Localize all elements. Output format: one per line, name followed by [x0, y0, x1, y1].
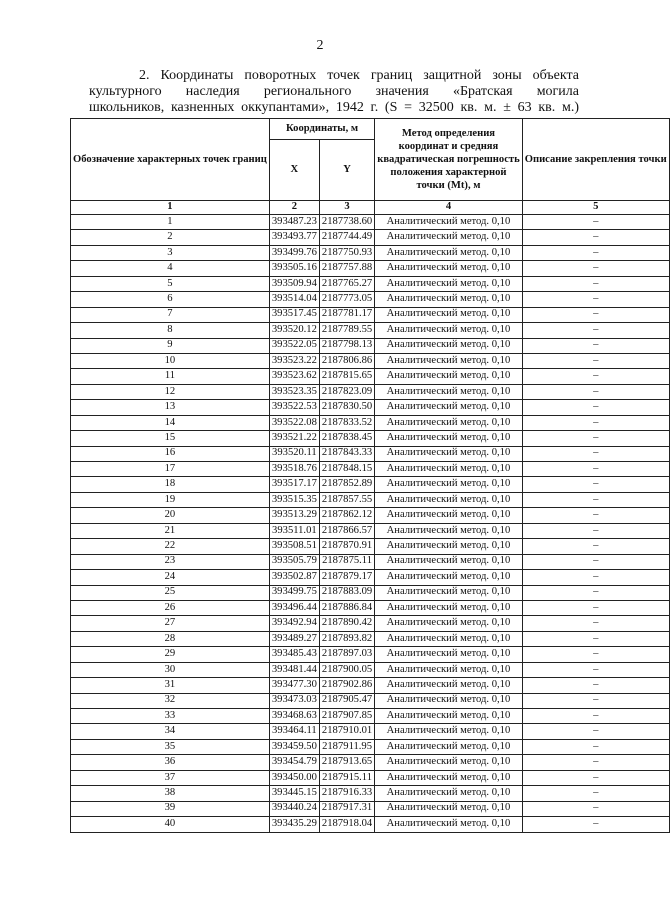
table-row	[71, 817, 670, 832]
cell-method: Аналитический метод. 0,10	[375, 431, 523, 446]
cell-y: 2187915.11	[319, 770, 374, 785]
cell-description: –	[522, 770, 669, 785]
cell-x: 393445.15	[269, 786, 319, 801]
cell-point-id: 28	[71, 631, 270, 646]
cell-y: 2187823.09	[319, 384, 374, 399]
cell-x: 393499.75	[269, 585, 319, 600]
cell-y: 2187852.89	[319, 477, 374, 492]
cell-y: 2187879.17	[319, 570, 374, 585]
table-row	[71, 662, 670, 677]
cell-x: 393473.03	[269, 693, 319, 708]
table-row	[71, 323, 670, 338]
cell-method: Аналитический метод. 0,10	[375, 709, 523, 724]
cell-description: –	[522, 585, 669, 600]
column-number: 1	[71, 201, 270, 215]
cell-method: Аналитический метод. 0,10	[375, 215, 523, 230]
cell-x: 393505.79	[269, 554, 319, 569]
table-row	[71, 554, 670, 569]
cell-point-id: 31	[71, 678, 270, 693]
cell-y: 2187833.52	[319, 415, 374, 430]
table-row	[71, 585, 670, 600]
header-method-line: Метод определения	[401, 128, 496, 139]
cell-point-id: 2	[71, 230, 270, 245]
cell-x: 393502.87	[269, 570, 319, 585]
cell-description: –	[522, 523, 669, 538]
table-row	[71, 709, 670, 724]
cell-point-id: 32	[71, 693, 270, 708]
cell-point-id: 33	[71, 709, 270, 724]
coordinates-table	[70, 118, 670, 833]
header-coords: Координаты, м	[269, 119, 374, 140]
cell-description: –	[522, 431, 669, 446]
cell-x: 393492.94	[269, 616, 319, 631]
cell-x: 393511.01	[269, 523, 319, 538]
cell-method: Аналитический метод. 0,10	[375, 462, 523, 477]
cell-method: Аналитический метод. 0,10	[375, 600, 523, 615]
cell-description: –	[522, 678, 669, 693]
table-row	[71, 384, 670, 399]
cell-method: Аналитический метод. 0,10	[375, 739, 523, 754]
cell-method: Аналитический метод. 0,10	[375, 400, 523, 415]
table-row	[71, 353, 670, 368]
cell-method: Аналитический метод. 0,10	[375, 245, 523, 260]
cell-point-id: 8	[71, 323, 270, 338]
cell-point-id: 9	[71, 338, 270, 353]
cell-method: Аналитический метод. 0,10	[375, 647, 523, 662]
page-number: 2	[316, 38, 324, 53]
cell-y: 2187866.57	[319, 523, 374, 538]
cell-method: Аналитический метод. 0,10	[375, 369, 523, 384]
cell-y: 2187830.50	[319, 400, 374, 415]
table-row	[71, 786, 670, 801]
cell-x: 393517.45	[269, 307, 319, 322]
header-y: Y	[319, 140, 374, 201]
cell-y: 2187875.11	[319, 554, 374, 569]
cell-x: 393517.17	[269, 477, 319, 492]
table-body	[71, 215, 670, 833]
table-row	[71, 801, 670, 816]
cell-point-id: 12	[71, 384, 270, 399]
cell-x: 393523.22	[269, 353, 319, 368]
cell-point-id: 26	[71, 600, 270, 615]
cell-x: 393522.05	[269, 338, 319, 353]
cell-x: 393508.51	[269, 539, 319, 554]
table-row	[71, 570, 670, 585]
cell-point-id: 17	[71, 462, 270, 477]
header-method-line: квадратическая погрешность	[377, 154, 520, 165]
cell-point-id: 40	[71, 817, 270, 832]
table-row	[71, 616, 670, 631]
cell-description: –	[522, 384, 669, 399]
cell-description: –	[522, 554, 669, 569]
cell-x: 393489.27	[269, 631, 319, 646]
cell-y: 2187905.47	[319, 693, 374, 708]
cell-method: Аналитический метод. 0,10	[375, 230, 523, 245]
cell-point-id: 35	[71, 739, 270, 754]
column-number: 2	[269, 201, 319, 215]
heading-line-1: 2. Координаты поворотных точек границ защитной зоны объекта	[139, 68, 579, 83]
cell-point-id: 19	[71, 492, 270, 507]
cell-y: 2187902.86	[319, 678, 374, 693]
table-row	[71, 307, 670, 322]
cell-method: Аналитический метод. 0,10	[375, 353, 523, 368]
cell-y: 2187773.05	[319, 292, 374, 307]
cell-x: 393515.35	[269, 492, 319, 507]
cell-point-id: 11	[71, 369, 270, 384]
table-row	[71, 631, 670, 646]
cell-x: 393520.12	[269, 323, 319, 338]
cell-method: Аналитический метод. 0,10	[375, 446, 523, 461]
cell-y: 2187750.93	[319, 245, 374, 260]
cell-y: 2187838.45	[319, 431, 374, 446]
cell-point-id: 22	[71, 539, 270, 554]
cell-y: 2187806.86	[319, 353, 374, 368]
cell-y: 2187910.01	[319, 724, 374, 739]
cell-point-id: 24	[71, 570, 270, 585]
cell-description: –	[522, 631, 669, 646]
cell-x: 393468.63	[269, 709, 319, 724]
cell-y: 2187886.84	[319, 600, 374, 615]
cell-method: Аналитический метод. 0,10	[375, 585, 523, 600]
cell-description: –	[522, 801, 669, 816]
cell-description: –	[522, 755, 669, 770]
cell-description: –	[522, 616, 669, 631]
cell-y: 2187907.85	[319, 709, 374, 724]
table-row	[71, 276, 670, 291]
cell-point-id: 13	[71, 400, 270, 415]
cell-description: –	[522, 415, 669, 430]
cell-y: 2187781.17	[319, 307, 374, 322]
cell-method: Аналитический метод. 0,10	[375, 693, 523, 708]
cell-method: Аналитический метод. 0,10	[375, 724, 523, 739]
cell-method: Аналитический метод. 0,10	[375, 817, 523, 832]
table-row	[71, 647, 670, 662]
cell-y: 2187848.15	[319, 462, 374, 477]
cell-method: Аналитический метод. 0,10	[375, 508, 523, 523]
cell-point-id: 15	[71, 431, 270, 446]
cell-y: 2187911.95	[319, 739, 374, 754]
cell-description: –	[522, 261, 669, 276]
cell-point-id: 18	[71, 477, 270, 492]
cell-point-id: 20	[71, 508, 270, 523]
cell-point-id: 14	[71, 415, 270, 430]
cell-description: –	[522, 739, 669, 754]
cell-description: –	[522, 477, 669, 492]
table-row	[71, 678, 670, 693]
cell-description: –	[522, 323, 669, 338]
table-row	[71, 215, 670, 230]
cell-description: –	[522, 369, 669, 384]
cell-description: –	[522, 353, 669, 368]
cell-description: –	[522, 647, 669, 662]
cell-description: –	[522, 245, 669, 260]
cell-point-id: 38	[71, 786, 270, 801]
cell-description: –	[522, 492, 669, 507]
header-method-line: положения характерной	[390, 167, 507, 178]
cell-x: 393522.08	[269, 415, 319, 430]
cell-point-id: 27	[71, 616, 270, 631]
cell-x: 393481.44	[269, 662, 319, 677]
cell-y: 2187893.82	[319, 631, 374, 646]
cell-description: –	[522, 709, 669, 724]
cell-method: Аналитический метод. 0,10	[375, 292, 523, 307]
cell-method: Аналитический метод. 0,10	[375, 323, 523, 338]
table-row	[71, 415, 670, 430]
cell-x: 393520.11	[269, 446, 319, 461]
table-header	[71, 119, 670, 215]
cell-y: 2187890.42	[319, 616, 374, 631]
cell-y: 2187744.49	[319, 230, 374, 245]
table-row	[71, 492, 670, 507]
column-number: 5	[522, 201, 669, 215]
cell-method: Аналитический метод. 0,10	[375, 662, 523, 677]
cell-method: Аналитический метод. 0,10	[375, 307, 523, 322]
cell-description: –	[522, 307, 669, 322]
cell-x: 393523.35	[269, 384, 319, 399]
cell-y: 2187897.03	[319, 647, 374, 662]
cell-y: 2187738.60	[319, 215, 374, 230]
cell-method: Аналитический метод. 0,10	[375, 770, 523, 785]
header-description: Описание закрепления точки	[522, 119, 669, 201]
cell-y: 2187883.09	[319, 585, 374, 600]
cell-method: Аналитический метод. 0,10	[375, 261, 523, 276]
column-number: 4	[375, 201, 523, 215]
cell-method: Аналитический метод. 0,10	[375, 616, 523, 631]
cell-method: Аналитический метод. 0,10	[375, 786, 523, 801]
cell-x: 393487.23	[269, 215, 319, 230]
cell-y: 2187916.33	[319, 786, 374, 801]
header-method-line: точки (Mt), м	[416, 180, 481, 191]
cell-method: Аналитический метод. 0,10	[375, 631, 523, 646]
cell-x: 393505.16	[269, 261, 319, 276]
cell-x: 393518.76	[269, 462, 319, 477]
table-row	[71, 431, 670, 446]
cell-point-id: 34	[71, 724, 270, 739]
cell-method: Аналитический метод. 0,10	[375, 338, 523, 353]
cell-description: –	[522, 600, 669, 615]
cell-y: 2187843.33	[319, 446, 374, 461]
cell-point-id: 3	[71, 245, 270, 260]
header-point: Обозначение характерных точек границ	[71, 119, 270, 201]
table-row	[71, 230, 670, 245]
table-row	[71, 477, 670, 492]
table-row	[71, 338, 670, 353]
cell-point-id: 25	[71, 585, 270, 600]
cell-x: 393514.04	[269, 292, 319, 307]
cell-x: 393513.29	[269, 508, 319, 523]
table-row	[71, 724, 670, 739]
table-row	[71, 400, 670, 415]
cell-y: 2187918.04	[319, 817, 374, 832]
cell-method: Аналитический метод. 0,10	[375, 523, 523, 538]
cell-description: –	[522, 446, 669, 461]
cell-point-id: 30	[71, 662, 270, 677]
cell-point-id: 7	[71, 307, 270, 322]
cell-y: 2187789.55	[319, 323, 374, 338]
cell-y: 2187917.31	[319, 801, 374, 816]
cell-y: 2187870.91	[319, 539, 374, 554]
cell-x: 393464.11	[269, 724, 319, 739]
heading-line-3: школьников, казненных оккупантами», 1942 г. (S = 32500 кв. м. ± 63 кв. м.)	[89, 100, 579, 115]
cell-x: 393521.22	[269, 431, 319, 446]
cell-method: Аналитический метод. 0,10	[375, 384, 523, 399]
cell-description: –	[522, 817, 669, 832]
cell-y: 2187857.55	[319, 492, 374, 507]
cell-description: –	[522, 292, 669, 307]
table-row	[71, 693, 670, 708]
cell-y: 2187765.27	[319, 276, 374, 291]
cell-method: Аналитический метод. 0,10	[375, 492, 523, 507]
table-row	[71, 539, 670, 554]
header-method	[375, 119, 523, 201]
cell-method: Аналитический метод. 0,10	[375, 539, 523, 554]
table-row	[71, 600, 670, 615]
cell-description: –	[522, 400, 669, 415]
table-row	[71, 770, 670, 785]
table-row	[71, 739, 670, 754]
cell-y: 2187798.13	[319, 338, 374, 353]
table-row	[71, 446, 670, 461]
cell-x: 393450.00	[269, 770, 319, 785]
section-heading	[89, 68, 579, 116]
table-row	[71, 261, 670, 276]
cell-description: –	[522, 462, 669, 477]
cell-y: 2187815.65	[319, 369, 374, 384]
cell-y: 2187913.65	[319, 755, 374, 770]
cell-method: Аналитический метод. 0,10	[375, 570, 523, 585]
cell-description: –	[522, 230, 669, 245]
table-row	[71, 369, 670, 384]
cell-x: 393485.43	[269, 647, 319, 662]
cell-x: 393435.29	[269, 817, 319, 832]
cell-x: 393522.53	[269, 400, 319, 415]
column-number: 3	[319, 201, 374, 215]
cell-point-id: 10	[71, 353, 270, 368]
cell-y: 2187862.12	[319, 508, 374, 523]
cell-description: –	[522, 786, 669, 801]
cell-description: –	[522, 215, 669, 230]
cell-x: 393493.77	[269, 230, 319, 245]
cell-description: –	[522, 539, 669, 554]
cell-x: 393477.30	[269, 678, 319, 693]
table-row	[71, 755, 670, 770]
cell-method: Аналитический метод. 0,10	[375, 801, 523, 816]
cell-point-id: 4	[71, 261, 270, 276]
cell-point-id: 16	[71, 446, 270, 461]
header-method-line: координат и средняя	[398, 141, 499, 152]
cell-x: 393509.94	[269, 276, 319, 291]
cell-method: Аналитический метод. 0,10	[375, 755, 523, 770]
cell-description: –	[522, 338, 669, 353]
cell-method: Аналитический метод. 0,10	[375, 415, 523, 430]
cell-point-id: 36	[71, 755, 270, 770]
cell-point-id: 29	[71, 647, 270, 662]
cell-x: 393523.62	[269, 369, 319, 384]
cell-point-id: 37	[71, 770, 270, 785]
cell-point-id: 23	[71, 554, 270, 569]
cell-x: 393499.76	[269, 245, 319, 260]
cell-method: Аналитический метод. 0,10	[375, 477, 523, 492]
cell-description: –	[522, 724, 669, 739]
heading-line-2: культурного наследия регионального значения «Братская могила	[89, 84, 579, 99]
cell-point-id: 6	[71, 292, 270, 307]
cell-point-id: 1	[71, 215, 270, 230]
cell-point-id: 39	[71, 801, 270, 816]
cell-y: 2187900.05	[319, 662, 374, 677]
cell-description: –	[522, 693, 669, 708]
cell-description: –	[522, 276, 669, 291]
cell-description: –	[522, 570, 669, 585]
cell-x: 393459.50	[269, 739, 319, 754]
table-row	[71, 245, 670, 260]
cell-method: Аналитический метод. 0,10	[375, 554, 523, 569]
cell-x: 393440.24	[269, 801, 319, 816]
table-row	[71, 292, 670, 307]
cell-y: 2187757.88	[319, 261, 374, 276]
cell-point-id: 5	[71, 276, 270, 291]
cell-description: –	[522, 508, 669, 523]
cell-x: 393496.44	[269, 600, 319, 615]
column-number-row	[71, 201, 670, 215]
cell-method: Аналитический метод. 0,10	[375, 276, 523, 291]
cell-point-id: 21	[71, 523, 270, 538]
cell-description: –	[522, 662, 669, 677]
cell-method: Аналитический метод. 0,10	[375, 678, 523, 693]
table-row	[71, 462, 670, 477]
table-row	[71, 508, 670, 523]
header-x: X	[269, 140, 319, 201]
table-row	[71, 523, 670, 538]
cell-x: 393454.79	[269, 755, 319, 770]
